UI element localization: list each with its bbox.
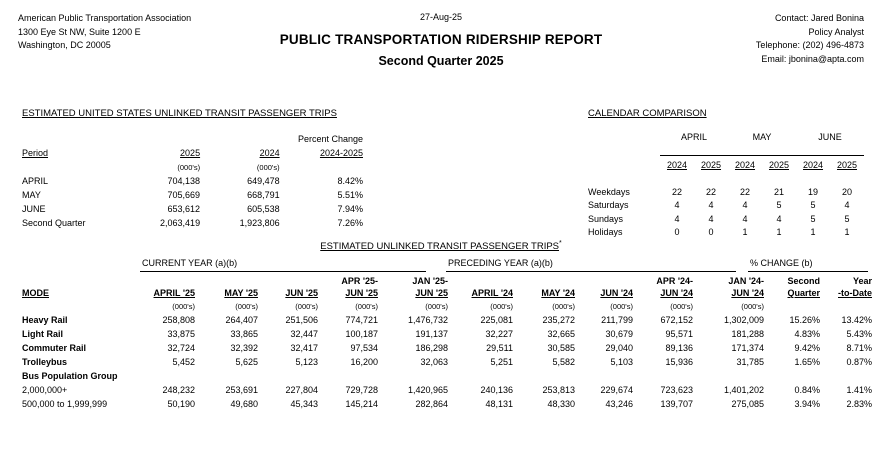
col-unit: (000's) <box>552 302 575 311</box>
calendar-year-apr-2025: 2025 <box>700 159 722 170</box>
main-table-units-row <box>0 298 882 311</box>
col-header-year-to-date: -to-Date <box>838 288 872 298</box>
col-unit: (000's) <box>235 302 258 311</box>
calendar-cell: 22 <box>671 186 682 197</box>
row-cell: 32,724 <box>167 343 195 353</box>
calendar-year-may-2025: 2025 <box>768 159 790 170</box>
row-cell: 253,813 <box>542 385 575 395</box>
calendar-cell: 4 <box>742 213 748 224</box>
col-unit: (000's) <box>425 302 448 311</box>
row-cell: 264,407 <box>225 315 258 325</box>
col-header-line1 <box>585 274 643 286</box>
row-mode-label: 500,000 to 1,999,999 <box>22 399 108 409</box>
us-trips-value-2025: 2,063,419 <box>160 218 201 228</box>
row-cell: 0.87% <box>846 357 872 367</box>
calendar-rule-may <box>728 142 796 156</box>
col-header-april-25: APRIL '25 <box>153 288 195 298</box>
row-cell: 49,680 <box>230 399 258 409</box>
calendar-cell: 4 <box>776 213 782 224</box>
row-cell: 229,674 <box>600 385 633 395</box>
row-cell: 0.84% <box>794 385 820 395</box>
report-date: 27-Aug-25 <box>419 12 463 22</box>
col-header-line1 <box>142 274 205 286</box>
row-cell: 1,401,202 <box>723 385 764 395</box>
row-mode-label: Trolleybus <box>22 357 68 367</box>
main-table-section-title-text: ESTIMATED UNLINKED TRANSIT PASSENGER TRIPS <box>320 241 560 253</box>
group-rule-preceding-year <box>446 271 736 272</box>
row-cell: 32,063 <box>420 357 448 367</box>
calendar-month-may: MAY <box>752 131 772 142</box>
row-cell: 15.26% <box>789 315 820 325</box>
calendar-rule-june <box>796 142 864 156</box>
us-trips-col-period: Period <box>22 148 49 158</box>
calendar-row-label: Saturdays <box>588 200 629 210</box>
calendar-section-title: CALENDAR COMPARISON <box>588 108 707 119</box>
row-cell: 235,272 <box>542 315 575 325</box>
row-cell: 3.94% <box>794 399 820 409</box>
col-header-second-quarter: Quarter <box>787 288 820 298</box>
row-cell: 1,302,009 <box>723 315 764 325</box>
calendar-cell: 5 <box>810 213 816 224</box>
calendar-table <box>588 128 864 237</box>
col-header-may-24: MAY '24 <box>541 288 575 298</box>
page-subtitle: Second Quarter 2025 <box>378 54 504 68</box>
row-cell: 5,123 <box>295 357 318 367</box>
row-cell: 95,571 <box>665 329 693 339</box>
contact-role: Policy Analyst <box>808 26 864 37</box>
main-table-section-title <box>0 240 882 252</box>
col-header-line1 <box>205 274 268 286</box>
us-trips-units-row <box>22 158 367 172</box>
row-cell: 5,103 <box>610 357 633 367</box>
row-cell: 275,085 <box>731 399 764 409</box>
col-header-line1 <box>523 274 585 286</box>
calendar-cell: 4 <box>742 200 748 210</box>
row-cell: 50,190 <box>167 399 195 409</box>
col-unit: (000's) <box>172 302 195 311</box>
row-cell: 171,374 <box>731 343 764 353</box>
calendar-cell: 22 <box>705 186 716 197</box>
row-cell: 43,246 <box>605 399 633 409</box>
col-unit: (000's) <box>490 302 513 311</box>
calendar-year-apr-2024: 2024 <box>666 159 688 170</box>
us-trips-value-pct: 5.51% <box>337 190 363 200</box>
col-header-jun-24: JUN '24 <box>600 288 633 298</box>
us-trips-unit-2025: (000's) <box>177 163 201 172</box>
calendar-year-jun-2024: 2024 <box>802 159 824 170</box>
row-cell: 225,081 <box>480 315 513 325</box>
col-header-line1: Second <box>787 276 820 286</box>
col-header-line1: Year <box>852 276 872 286</box>
main-table-header-line2 <box>0 286 882 298</box>
calendar-month-june: JUNE <box>818 131 842 142</box>
us-trips-value-2024: 668,791 <box>247 190 280 200</box>
row-cell: 186,298 <box>415 343 448 353</box>
col-unit: (000's) <box>670 302 693 311</box>
us-trips-col-pct: 2024-2025 <box>319 148 363 158</box>
row-cell: 8.71% <box>846 343 872 353</box>
us-trips-value-pct: 7.26% <box>337 218 363 228</box>
col-header-line1 <box>268 274 328 286</box>
calendar-cell: 4 <box>708 213 714 224</box>
row-cell: 16,200 <box>350 357 378 367</box>
row-cell: 100,187 <box>345 329 378 339</box>
calendar-cell: 5 <box>776 200 782 210</box>
table-row <box>0 381 882 395</box>
calendar-month-april: APRIL <box>680 131 707 142</box>
row-cell: 32,665 <box>547 329 575 339</box>
table-row <box>22 186 367 200</box>
table-row <box>0 311 882 325</box>
group-header-pct-change: % CHANGE (b) <box>750 258 813 268</box>
row-cell: 30,679 <box>605 329 633 339</box>
row-cell: 5.43% <box>846 329 872 339</box>
row-cell: 97,534 <box>350 343 378 353</box>
calendar-rule-april <box>660 142 728 156</box>
row-cell: 139,707 <box>660 399 693 409</box>
main-table-group-header-row <box>0 258 882 272</box>
col-header-jan-jun-24: JUN '24 <box>731 288 764 298</box>
ridership-main-table <box>0 274 882 409</box>
row-cell: 1.65% <box>794 357 820 367</box>
calendar-row-label: Weekdays <box>588 186 630 197</box>
calendar-cell: 22 <box>739 186 750 197</box>
row-cell: 1,476,732 <box>407 315 448 325</box>
us-trips-value-pct: 7.94% <box>337 204 363 214</box>
row-cell: 33,865 <box>230 329 258 339</box>
col-header-may-25: MAY '25 <box>224 288 258 298</box>
row-cell: 33,875 <box>167 329 195 339</box>
row-mode-label: Commuter Rail <box>22 343 87 353</box>
row-cell: 32,227 <box>485 329 513 339</box>
row-cell: 248,232 <box>162 385 195 395</box>
row-cell: 729,728 <box>345 385 378 395</box>
table-row <box>22 214 367 228</box>
row-mode-label: 2,000,000+ <box>22 385 68 395</box>
calendar-cell: 1 <box>742 227 748 237</box>
col-unit: (000's) <box>295 302 318 311</box>
row-cell: 227,804 <box>285 385 318 395</box>
row-cell: 1,420,965 <box>407 385 448 395</box>
calendar-month-header-row <box>588 128 864 142</box>
row-cell: 13.42% <box>841 315 872 325</box>
col-unit: (000's) <box>610 302 633 311</box>
page-title: PUBLIC TRANSPORTATION RIDERSHIP REPORT <box>279 32 603 47</box>
row-cell: 29,040 <box>605 343 633 353</box>
calendar-cell: 1 <box>776 227 782 237</box>
table-row <box>0 353 882 367</box>
us-trips-value-2025: 653,612 <box>167 204 201 214</box>
us-trips-value-2025: 704,138 <box>167 176 201 186</box>
calendar-cell: 4 <box>674 213 680 224</box>
row-cell: 5,452 <box>172 357 195 367</box>
calendar-spacer-row <box>588 170 864 184</box>
calendar-rule-row <box>588 142 864 156</box>
us-trips-section <box>22 108 367 228</box>
table-row <box>588 210 864 224</box>
calendar-cell: 5 <box>810 200 816 210</box>
us-trips-pct-change-label: Percent Change <box>297 134 363 144</box>
col-header-jan-jun-25: JUN '25 <box>415 288 448 298</box>
us-trips-period: MAY <box>22 190 41 200</box>
calendar-cell: 4 <box>844 200 850 210</box>
us-trips-pct-label-row <box>22 130 367 144</box>
calendar-year-jun-2025: 2025 <box>836 159 858 170</box>
organization-address-line2: Washington, DC 20005 <box>18 40 111 50</box>
calendar-cell: 19 <box>807 186 818 197</box>
us-trips-section-title: ESTIMATED UNITED STATES UNLINKED TRANSIT PASSENGER TRIPS <box>22 108 337 119</box>
col-unit: (000's) <box>741 302 764 311</box>
row-cell: 211,799 <box>601 315 633 325</box>
group-header-preceding-year: PRECEDING YEAR (a)(b) <box>448 258 553 268</box>
row-cell: 30,585 <box>547 343 575 353</box>
row-cell: 672,152 <box>660 315 693 325</box>
row-cell: 29,511 <box>486 343 513 353</box>
table-row <box>22 172 367 186</box>
us-trips-value-2025: 705,669 <box>167 190 201 200</box>
us-trips-col-2025: 2025 <box>180 148 201 158</box>
col-header-apr-jun-25: JUN '25 <box>345 288 378 298</box>
calendar-cell: 4 <box>708 200 714 210</box>
row-cell: 240,136 <box>480 385 513 395</box>
row-cell: 1.41% <box>846 385 872 395</box>
organization-name: American Public Transportation Association <box>18 13 192 23</box>
table-row <box>0 395 882 409</box>
row-cell: 31,785 <box>736 357 764 367</box>
us-trips-period: Second Quarter <box>22 218 86 228</box>
table-row <box>22 200 367 214</box>
row-cell: 32,392 <box>230 343 258 353</box>
col-header-line1 <box>458 274 523 286</box>
row-cell: 258,808 <box>162 315 195 325</box>
calendar-cell: 21 <box>773 186 784 197</box>
col-header-line1: JAN '25- <box>412 276 448 286</box>
row-cell: 253,691 <box>225 385 258 395</box>
row-cell: 251,506 <box>285 315 318 325</box>
main-table-header-line1 <box>0 274 882 286</box>
us-trips-value-2024: 649,478 <box>247 176 280 186</box>
group-rule-current-year <box>140 271 426 272</box>
table-row <box>0 339 882 353</box>
row-cell: 15,936 <box>665 357 693 367</box>
col-unit: (000's) <box>355 302 378 311</box>
row-cell: 282,864 <box>415 399 448 409</box>
row-cell: 5,625 <box>235 357 258 367</box>
table-row <box>588 197 864 211</box>
us-trips-value-pct: 8.42% <box>337 176 363 186</box>
group-rule-pct-change <box>748 271 868 272</box>
calendar-cell: 1 <box>810 227 816 237</box>
col-header-mode: MODE <box>22 288 49 298</box>
contact-name: Contact: Jared Bonina <box>774 13 864 23</box>
us-trips-table <box>22 130 367 228</box>
row-cell: 181,288 <box>731 329 764 339</box>
calendar-cell: 0 <box>674 227 680 237</box>
us-trips-period: JUNE <box>22 204 46 214</box>
row-mode-label: Heavy Rail <box>22 315 68 325</box>
row-cell: 45,343 <box>290 399 318 409</box>
table-row <box>0 325 882 339</box>
col-header-line1: JAN '24- <box>728 276 764 286</box>
calendar-year-may-2024: 2024 <box>734 159 756 170</box>
row-group-label-bus-population: Bus Population Group <box>22 371 118 381</box>
row-cell: 48,131 <box>485 399 513 409</box>
us-trips-value-2024: 1,923,806 <box>239 218 280 228</box>
row-cell: 4.83% <box>794 329 820 339</box>
col-header-line1: APR '25- <box>341 276 378 286</box>
main-table-section-title-mark: * <box>559 240 562 247</box>
group-header-current-year: CURRENT YEAR (a)(b) <box>142 258 238 268</box>
col-header-apr-jun-24: JUN '24 <box>660 288 693 298</box>
calendar-section <box>588 108 864 237</box>
organization-address-line1: 1300 Eye St NW, Suite 1200 E <box>18 26 141 37</box>
calendar-row-label: Sundays <box>588 213 624 224</box>
row-cell: 89,136 <box>665 343 693 353</box>
row-cell: 145,214 <box>345 399 378 409</box>
us-trips-header-row <box>22 144 367 158</box>
us-trips-period: APRIL <box>22 176 49 186</box>
calendar-cell: 20 <box>841 186 852 197</box>
col-header-jun-25: JUN '25 <box>285 288 318 298</box>
calendar-year-header-row <box>588 156 864 170</box>
row-cell: 5,251 <box>490 357 513 367</box>
table-row <box>588 224 864 238</box>
table-row <box>0 367 882 381</box>
row-cell: 2.83% <box>846 399 872 409</box>
row-cell: 9.42% <box>794 343 820 353</box>
row-cell: 723,623 <box>660 385 693 395</box>
col-header-line1: APR '24- <box>656 276 693 286</box>
contact-phone: Telephone: (202) 496-4873 <box>755 40 864 50</box>
row-cell: 191,137 <box>415 329 448 339</box>
row-cell: 32,417 <box>290 343 318 353</box>
us-trips-value-2024: 605,538 <box>247 204 280 214</box>
row-cell: 48,330 <box>547 399 575 409</box>
contact-email: Email: jbonina@apta.com <box>761 53 864 64</box>
calendar-cell: 5 <box>844 213 850 224</box>
row-cell: 32,447 <box>290 329 318 339</box>
calendar-cell: 4 <box>674 200 680 210</box>
calendar-row-label: Holidays <box>588 227 623 237</box>
us-trips-col-2024: 2024 <box>259 148 280 158</box>
calendar-cell: 0 <box>708 227 714 237</box>
table-row <box>588 183 864 197</box>
row-cell: 774,721 <box>345 315 378 325</box>
col-header-april-24: APRIL '24 <box>471 288 513 298</box>
calendar-cell: 1 <box>844 227 850 237</box>
row-mode-label: Light Rail <box>22 329 63 339</box>
row-cell: 5,582 <box>552 357 575 367</box>
us-trips-unit-2024: (000's) <box>256 163 280 172</box>
